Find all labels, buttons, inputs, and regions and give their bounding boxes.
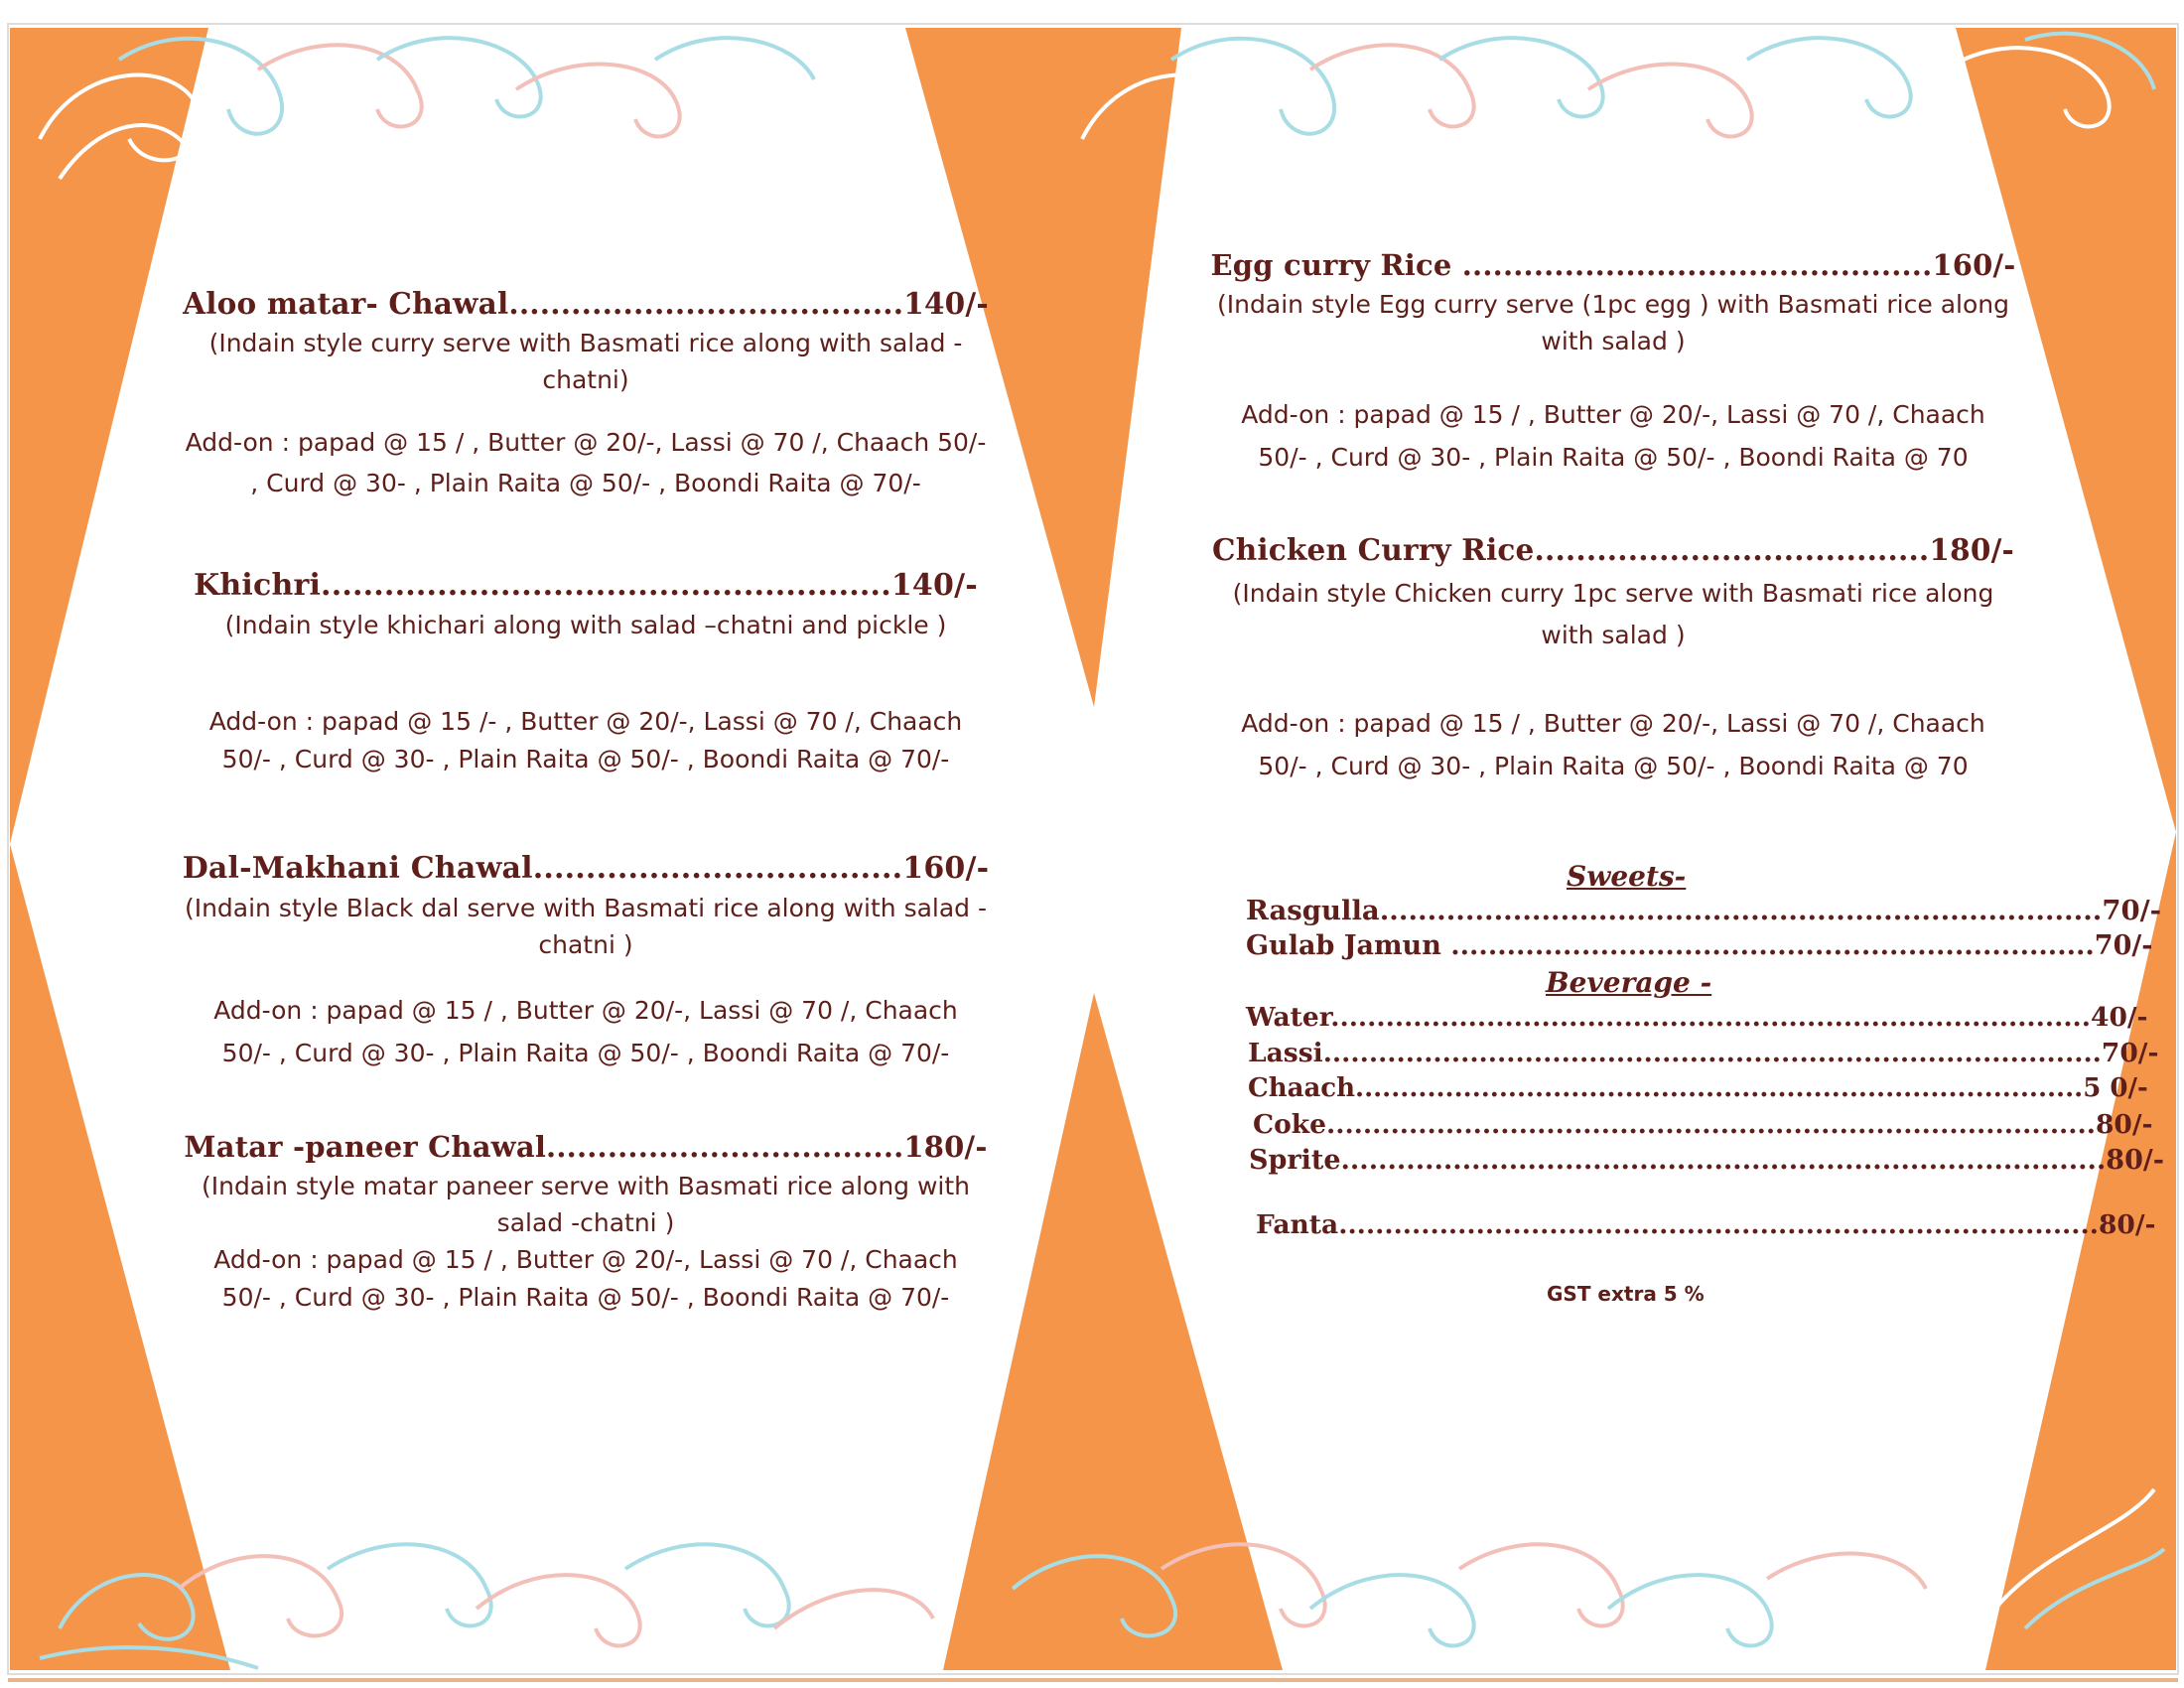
sweet-item-rasgulla: Rasgulla............................................................................70/- bbox=[1246, 895, 2162, 926]
item-title: Chicken Curry Rice......................................180/- bbox=[1212, 532, 2014, 567]
item-description: (Indain style curry serve with Basmati rice along with salad -chatni) bbox=[208, 329, 963, 394]
menu-item-aloo-matar-chawal bbox=[179, 286, 993, 503]
beverage-item-coke: Coke....................................................................................80/- bbox=[1253, 1109, 2153, 1140]
sweet-item-gulab-jamun: Gulab Jamun .....................................................................70/- bbox=[1246, 930, 2153, 961]
beverage-heading: Beverage - bbox=[1546, 966, 1712, 999]
menu-item-chicken-curry-rice bbox=[1206, 532, 2020, 787]
item-addons: Add-on : papad @ 15 /- , Butter @ 20/-, Lassi @ 70 /, Chaach 50/- , Curd @ 30- , Plain Raita @ 50/- , Boondi Raita @ 70/- bbox=[208, 707, 963, 774]
item-title: Matar -paneer Chawal...................................180/- bbox=[184, 1130, 988, 1164]
item-description: (Indain style Black dal serve with Basmati rice along with salad -chatni ) bbox=[184, 894, 988, 959]
item-title: Egg curry Rice ..............................................160/- bbox=[1210, 248, 2016, 282]
item-addons: Add-on : papad @ 15 / , Butter @ 20/-, Lassi @ 70 /, Chaach 50/- , Curd @ 30- , Plain Raita @ 50/- , Boondi Raita @ 70 bbox=[1241, 709, 1985, 780]
menu-item-khichri bbox=[179, 568, 993, 778]
item-addons: Add-on : papad @ 15 / , Butter @ 20/-, Lassi @ 70 /, Chaach 50/- , Curd @ 30- , Plain Raita @ 50/- , Boondi Raita @ 70/- bbox=[185, 428, 987, 497]
menu-item-matar-paneer-chawal bbox=[179, 1130, 993, 1317]
beverage-item-chaach: Chaach.................................................................................5 0/- bbox=[1248, 1073, 2148, 1103]
item-title: Aloo matar- Chawal......................................140/- bbox=[183, 286, 989, 321]
item-description: (Indain style khichari along with salad –chatni and pickle ) bbox=[224, 611, 947, 639]
beverage-item-water: Water...................................................................................40/- bbox=[1246, 1002, 2148, 1033]
beverage-item-lassi: Lassi.....................................................................................70/- bbox=[1248, 1038, 2159, 1068]
item-description: (Indain style Chicken curry 1pc serve with Basmati rice along with salad ) bbox=[1232, 579, 1994, 649]
gst-note: GST extra 5 % bbox=[1547, 1282, 1705, 1306]
item-description: (Indain style matar paneer serve with Basmati rice along with salad -chatni ) bbox=[201, 1172, 971, 1237]
item-addons: Add-on : papad @ 15 / , Butter @ 20/-, Lassi @ 70 /, Chaach 50/- , Curd @ 30- , Plain Raita @ 50/- , Boondi Raita @ 70/- bbox=[213, 1245, 958, 1312]
beverage-item-fanta: Fanta...................................................................................80/- bbox=[1256, 1209, 2156, 1240]
beverage-item-sprite: Sprite..................................................................................80/- bbox=[1249, 1145, 2164, 1176]
item-addons: Add-on : papad @ 15 / , Butter @ 20/-, Lassi @ 70 /, Chaach 50/- , Curd @ 30- , Plain Raita @ 50/- , Boondi Raita @ 70/- bbox=[213, 996, 958, 1067]
item-title: Khichri......................................................140/- bbox=[194, 568, 978, 603]
sweets-heading: Sweets- bbox=[1567, 860, 1687, 893]
menu-item-egg-curry-rice bbox=[1206, 248, 2020, 479]
menu-item-dal-makhani-chawal bbox=[179, 851, 993, 1074]
item-addons: Add-on : papad @ 15 / , Butter @ 20/-, Lassi @ 70 /, Chaach 50/- , Curd @ 30- , Plain Raita @ 50/- , Boondi Raita @ 70 bbox=[1241, 400, 1985, 472]
item-description: (Indain style Egg curry serve (1pc egg ) with Basmati rice along with salad ) bbox=[1217, 290, 2009, 355]
item-title: Dal-Makhani Chawal...................................160/- bbox=[182, 851, 990, 886]
